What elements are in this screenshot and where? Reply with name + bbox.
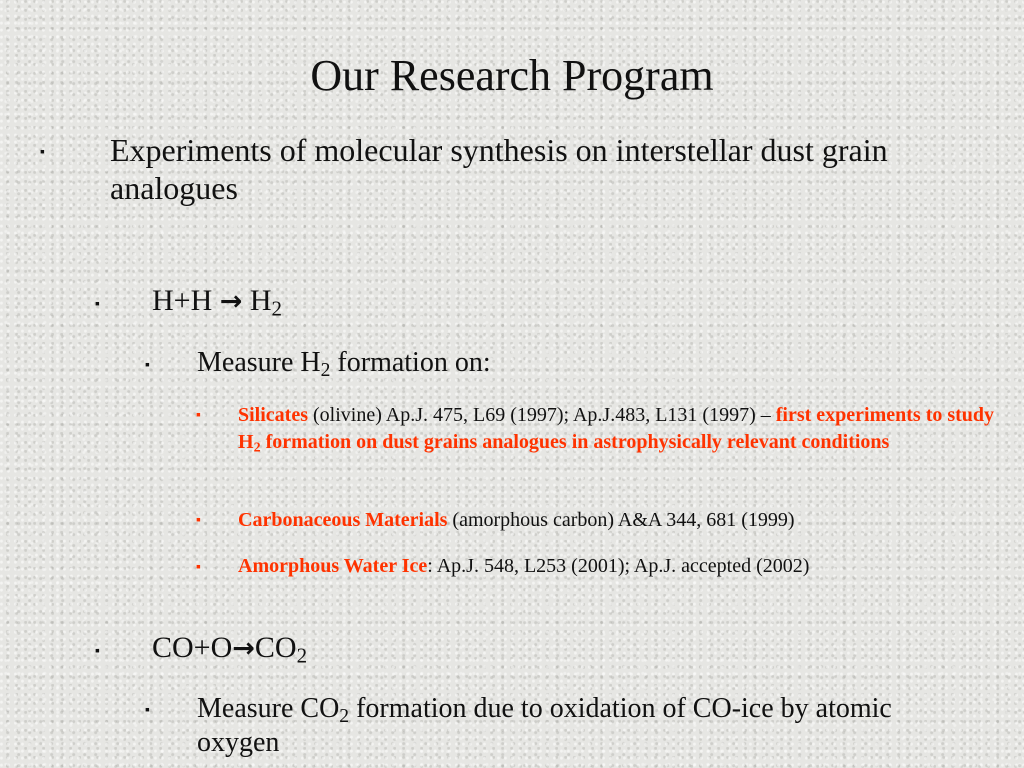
arrow-right-icon: → [232, 633, 255, 664]
measure-h2-pre: Measure H [197, 347, 321, 378]
entry-silicates-note: first experiments to study H [238, 404, 995, 453]
entry-silicates-label: Silicates [238, 404, 308, 426]
entry-silicates-note-cont: formation on dust grains analogues in astrophysically relevant conditions [260, 431, 890, 453]
reaction-h2-rhs: H [249, 284, 272, 317]
arrow-right-icon: → [219, 286, 243, 317]
slide-title: Our Research Program [310, 51, 714, 100]
entry-water-ice [238, 553, 998, 580]
entry-carbonaceous-ref: (amorphous carbon) A&A 344, 681 (1999) [447, 509, 795, 531]
bullet-icon: ▪ [40, 145, 45, 160]
subscript: 2 [320, 359, 331, 381]
reaction-co2-lhs: CO+O [152, 631, 233, 664]
measure-co2 [197, 692, 977, 760]
subscript: 2 [271, 296, 283, 321]
measure-h2 [197, 346, 491, 380]
reaction-h2 [152, 283, 282, 320]
measure-co2-pre: Measure CO [197, 693, 340, 724]
entry-carbonaceous [238, 507, 998, 534]
entry-silicates [238, 402, 998, 456]
bullet-icon: ▪ [196, 408, 201, 423]
entry-water-ice-ref: : Ap.J. 548, L253 (2001); Ap.J. accepted (2002) [427, 555, 810, 577]
bullet-icon: ▪ [95, 297, 100, 312]
subscript: 2 [253, 440, 261, 456]
bullet-icon: ▪ [145, 358, 150, 373]
bullet-icon: ▪ [196, 513, 201, 528]
subscript: 2 [339, 705, 350, 727]
measure-h2-post: formation on: [330, 347, 491, 378]
bullet-icon: ▪ [145, 703, 150, 718]
reaction-co2 [152, 630, 307, 667]
bullet-icon: ▪ [196, 560, 201, 575]
entry-water-ice-label: Amorphous Water Ice [238, 555, 428, 577]
item-experiments: Experiments of molecular synthesis on interstellar dust grain analogues [110, 132, 888, 206]
subscript: 2 [296, 643, 308, 668]
reaction-co2-rhs: CO [254, 631, 297, 664]
entry-carbonaceous-label: Carbonaceous Materials [238, 509, 448, 531]
reaction-h2-lhs: H+H [152, 284, 213, 317]
measure-co2-post: formation due to oxidation of CO-ice by atomic oxygen [197, 693, 892, 758]
entry-silicates-ref: (olivine) Ap.J. 475, L69 (1997); Ap.J.483, L131 (1997) – [308, 404, 776, 426]
bullet-icon: ▪ [95, 644, 100, 659]
